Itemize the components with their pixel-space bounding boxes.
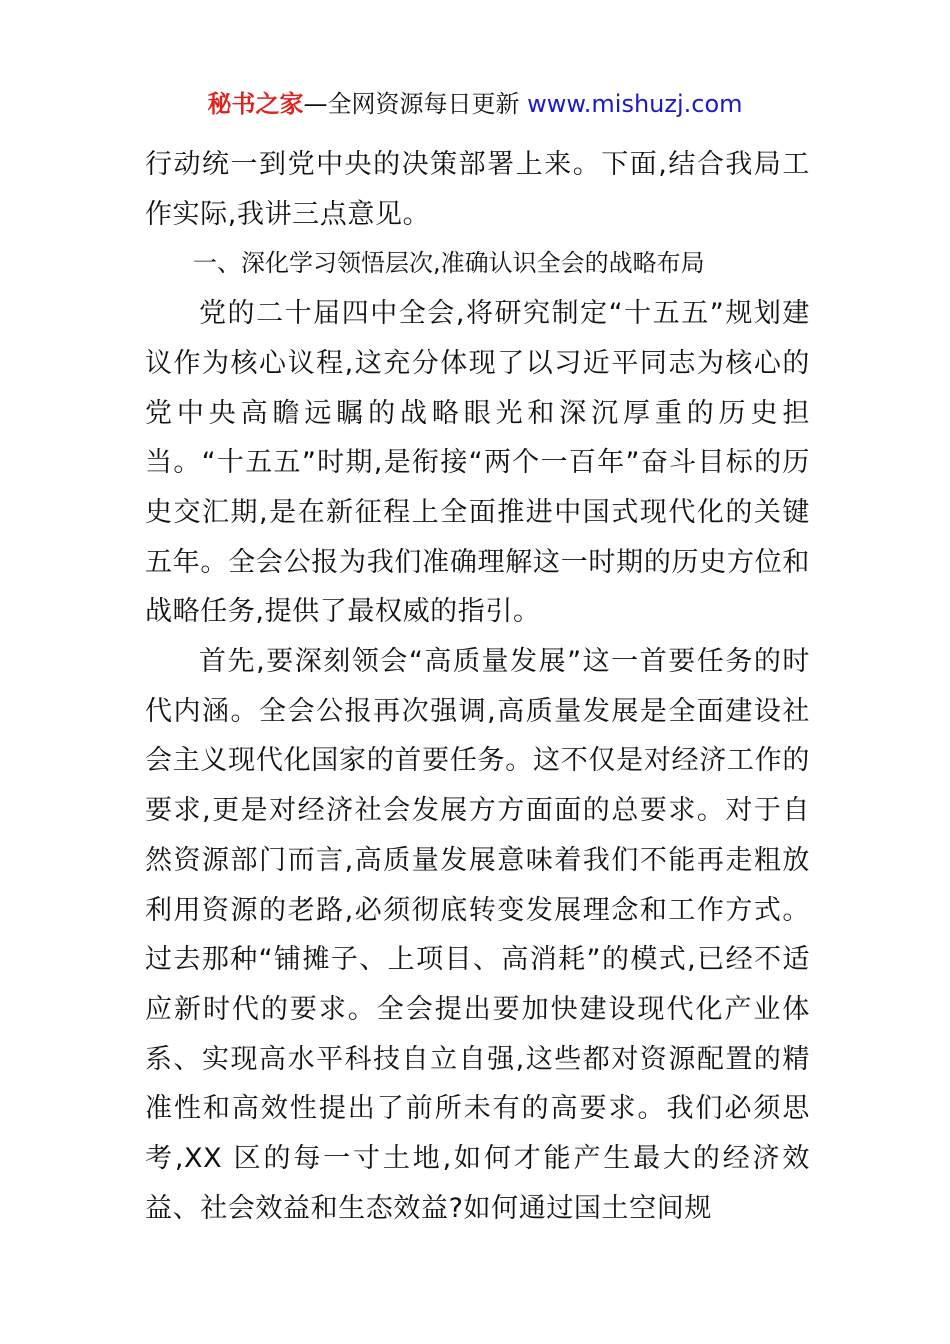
paragraph-continuation: 行动统一到党中央的决策部署上来。下面,结合我局工作实际,我讲三点意见。	[145, 149, 810, 230]
document-body	[145, 140, 810, 1233]
section-heading: 一、深化学习领悟层次,准确认识全会的战略布局	[193, 249, 705, 278]
site-tagline: —全网资源每日更新	[303, 90, 520, 118]
site-brand: 秘书之家	[207, 90, 304, 118]
site-url-link[interactable]: www.mishuzj.com	[527, 90, 743, 118]
paragraph: 党的二十届四中全会,将研究制定“十五五”规划建议作为核心议程,这充分体现了以习近平同志为核心的党中央高瞻远瞩的战略眼光和深沉厚重的历史担当。“十五五”时期,是衔接“两个一百年”奋斗目标的历史交汇期,是在新征程上全面推进中国式现代化的关键五年。全会公报为我们准确理解这一时期的历史方位和战略任务,提供了最权威的指引。	[145, 298, 810, 628]
page-header	[0, 84, 950, 124]
paragraph: 首先,要深刻领会“高质量发展”这一首要任务的时代内涵。全会公报再次强调,高质量发展是全面建设社会主义现代化国家的首要任务。这不仅是对经济工作的要求,更是对经济社会发展方方面面的总要求。对于自然资源部门而言,高质量发展意味着我们不能再走粗放利用资源的老路,必须彻底转变发展理念和工作方式。过去那种“铺摊子、上项目、高消耗”的模式,已经不适应新时代的要求。全会提出要加快建设现代化产业体系、实现高水平科技自立自强,这些都对资源配置的精准性和高效性提出了前所未有的高要求。我们必须思考,XX 区的每一寸土地,如何才能产生最大的经济效益、社会效益和生态效益?如何通过国土空间规	[145, 646, 810, 1224]
